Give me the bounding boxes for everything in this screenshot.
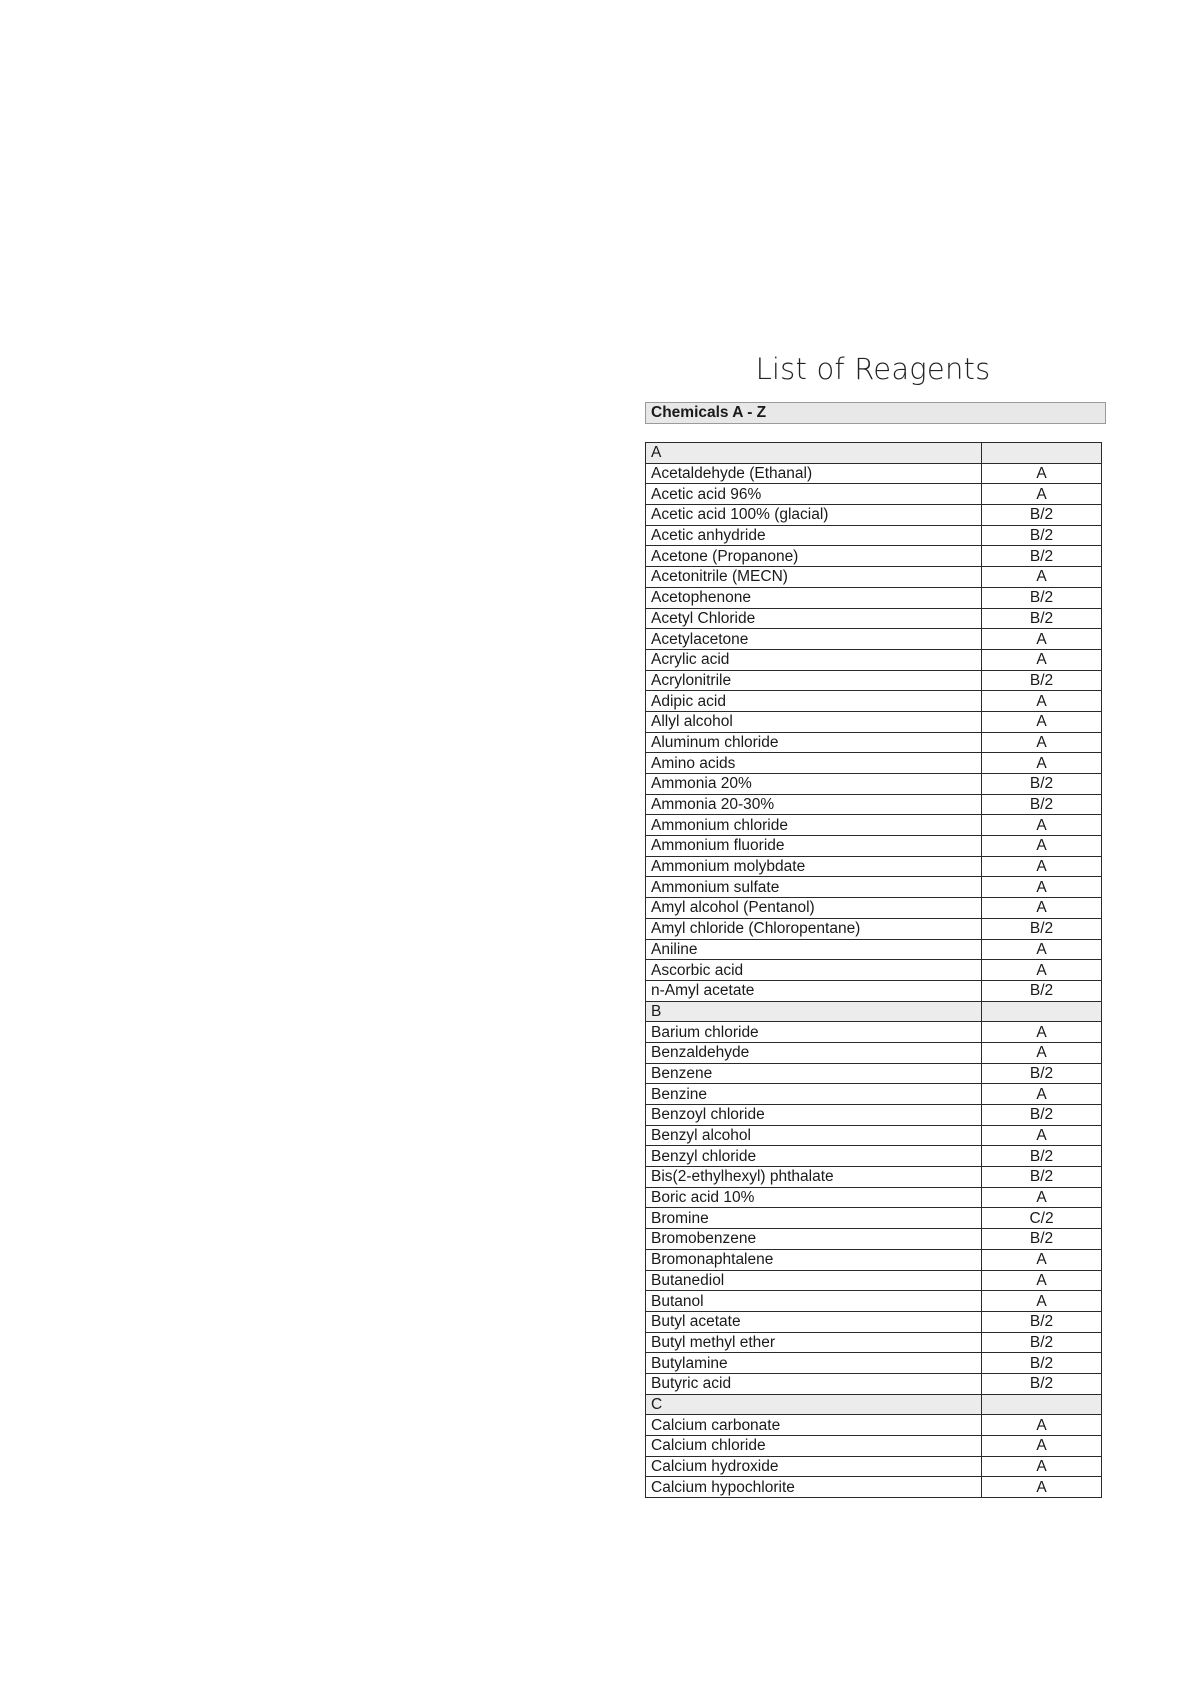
table-row bbox=[646, 898, 1102, 919]
resistance-rating: A bbox=[982, 960, 1102, 981]
table-row bbox=[646, 877, 1102, 898]
resistance-rating: A bbox=[982, 815, 1102, 836]
reagent-table bbox=[645, 442, 1102, 1498]
chemical-name: Calcium hydroxide bbox=[646, 1456, 982, 1477]
table-row bbox=[646, 1270, 1102, 1291]
table-row bbox=[646, 1436, 1102, 1457]
chemical-name: Acetyl Chloride bbox=[646, 608, 982, 629]
resistance-rating: A bbox=[982, 567, 1102, 588]
chemical-name: Ammonia 20-30% bbox=[646, 794, 982, 815]
chemical-name: Benzyl chloride bbox=[646, 1146, 982, 1167]
resistance-rating: A bbox=[982, 1436, 1102, 1457]
chemical-name: Benzaldehyde bbox=[646, 1042, 982, 1063]
group-letter: B bbox=[646, 1001, 982, 1022]
chemical-name: Butyl methyl ether bbox=[646, 1332, 982, 1353]
chemical-name: Acetone (Propanone) bbox=[646, 546, 982, 567]
chemical-name: Acetic anhydride bbox=[646, 525, 982, 546]
table-row bbox=[646, 484, 1102, 505]
resistance-rating: B/2 bbox=[982, 918, 1102, 939]
chemical-name: Barium chloride bbox=[646, 1022, 982, 1043]
resistance-rating: B/2 bbox=[982, 1105, 1102, 1126]
table-row bbox=[646, 1291, 1102, 1312]
resistance-rating: A bbox=[982, 1084, 1102, 1105]
chemical-name: Ammonium chloride bbox=[646, 815, 982, 836]
chemical-name: Aluminum chloride bbox=[646, 732, 982, 753]
chemical-name: Benzene bbox=[646, 1063, 982, 1084]
chemical-name: Amyl alcohol (Pentanol) bbox=[646, 898, 982, 919]
chemical-name: Acetic acid 100% (glacial) bbox=[646, 505, 982, 526]
table-row bbox=[646, 1415, 1102, 1436]
resistance-rating: A bbox=[982, 753, 1102, 774]
chemical-name: Ascorbic acid bbox=[646, 960, 982, 981]
chemical-name: Aniline bbox=[646, 939, 982, 960]
table-row bbox=[646, 711, 1102, 732]
table-row bbox=[646, 1022, 1102, 1043]
chemical-name: Benzoyl chloride bbox=[646, 1105, 982, 1126]
resistance-rating bbox=[982, 443, 1102, 464]
letter-group-row bbox=[646, 1001, 1102, 1022]
table-row bbox=[646, 1311, 1102, 1332]
chemical-name: Boric acid 10% bbox=[646, 1187, 982, 1208]
chemical-name: Acrylonitrile bbox=[646, 670, 982, 691]
table-row bbox=[646, 980, 1102, 1001]
letter-group-row bbox=[646, 443, 1102, 464]
resistance-rating: A bbox=[982, 1187, 1102, 1208]
section-header: Chemicals A - Z bbox=[645, 402, 1106, 424]
chemical-name: Acrylic acid bbox=[646, 649, 982, 670]
resistance-rating: A bbox=[982, 649, 1102, 670]
resistance-rating: A bbox=[982, 1291, 1102, 1312]
table-row bbox=[646, 815, 1102, 836]
chemical-name: Butylamine bbox=[646, 1353, 982, 1374]
chemical-name: Acetaldehyde (Ethanal) bbox=[646, 463, 982, 484]
resistance-rating: A bbox=[982, 732, 1102, 753]
resistance-rating: B/2 bbox=[982, 1146, 1102, 1167]
chemical-name: Allyl alcohol bbox=[646, 711, 982, 732]
resistance-rating: B/2 bbox=[982, 587, 1102, 608]
chemical-name: Bromine bbox=[646, 1208, 982, 1229]
resistance-rating: A bbox=[982, 691, 1102, 712]
resistance-rating: A bbox=[982, 1456, 1102, 1477]
resistance-rating: A bbox=[982, 939, 1102, 960]
table-row bbox=[646, 525, 1102, 546]
resistance-rating: B/2 bbox=[982, 980, 1102, 1001]
table-row bbox=[646, 1167, 1102, 1188]
table-row bbox=[646, 1229, 1102, 1250]
resistance-rating: A bbox=[982, 484, 1102, 505]
resistance-rating: B/2 bbox=[982, 1063, 1102, 1084]
table-row bbox=[646, 918, 1102, 939]
table-row bbox=[646, 629, 1102, 650]
reagent-table-body bbox=[646, 443, 1102, 1498]
chemical-name: Benzine bbox=[646, 1084, 982, 1105]
resistance-rating: A bbox=[982, 1042, 1102, 1063]
chemical-name: n-Amyl acetate bbox=[646, 980, 982, 1001]
resistance-rating: B/2 bbox=[982, 1353, 1102, 1374]
resistance-rating: A bbox=[982, 463, 1102, 484]
chemical-name: Calcium carbonate bbox=[646, 1415, 982, 1436]
resistance-rating bbox=[982, 1394, 1102, 1415]
chemical-name: Ammonia 20% bbox=[646, 774, 982, 795]
table-row bbox=[646, 691, 1102, 712]
table-row bbox=[646, 1187, 1102, 1208]
table-row bbox=[646, 960, 1102, 981]
resistance-rating: A bbox=[982, 629, 1102, 650]
table-row bbox=[646, 774, 1102, 795]
table-row bbox=[646, 1353, 1102, 1374]
resistance-rating: B/2 bbox=[982, 670, 1102, 691]
resistance-rating: A bbox=[982, 898, 1102, 919]
chemical-name: Butyric acid bbox=[646, 1373, 982, 1394]
chemical-name: Adipic acid bbox=[646, 691, 982, 712]
table-row bbox=[646, 1477, 1102, 1498]
resistance-rating: A bbox=[982, 1415, 1102, 1436]
chemical-name: Calcium hypochlorite bbox=[646, 1477, 982, 1498]
chemical-name: Acetylacetone bbox=[646, 629, 982, 650]
table-row bbox=[646, 1456, 1102, 1477]
page-title: List of Reagents bbox=[755, 352, 991, 386]
table-row bbox=[646, 1084, 1102, 1105]
chemical-name: Amino acids bbox=[646, 753, 982, 774]
table-row bbox=[646, 546, 1102, 567]
table-row bbox=[646, 505, 1102, 526]
chemical-name: Ammonium molybdate bbox=[646, 856, 982, 877]
chemical-name: Calcium chloride bbox=[646, 1436, 982, 1457]
resistance-rating: B/2 bbox=[982, 608, 1102, 629]
chemical-name: Acetonitrile (MECN) bbox=[646, 567, 982, 588]
chemical-name: Benzyl alcohol bbox=[646, 1125, 982, 1146]
table-row bbox=[646, 1063, 1102, 1084]
table-row bbox=[646, 1373, 1102, 1394]
resistance-rating: A bbox=[982, 1249, 1102, 1270]
resistance-rating: C/2 bbox=[982, 1208, 1102, 1229]
table-row bbox=[646, 1146, 1102, 1167]
resistance-rating bbox=[982, 1001, 1102, 1022]
table-row bbox=[646, 856, 1102, 877]
chemical-name: Amyl chloride (Chloropentane) bbox=[646, 918, 982, 939]
resistance-rating: A bbox=[982, 1477, 1102, 1498]
resistance-rating: B/2 bbox=[982, 525, 1102, 546]
table-row bbox=[646, 670, 1102, 691]
group-letter: C bbox=[646, 1394, 982, 1415]
table-row bbox=[646, 836, 1102, 857]
chemical-name: Butanol bbox=[646, 1291, 982, 1312]
chemical-name: Bis(2-ethylhexyl) phthalate bbox=[646, 1167, 982, 1188]
resistance-rating: B/2 bbox=[982, 505, 1102, 526]
resistance-rating: A bbox=[982, 1270, 1102, 1291]
resistance-rating: B/2 bbox=[982, 546, 1102, 567]
table-row bbox=[646, 794, 1102, 815]
chemical-name: Ammonium sulfate bbox=[646, 877, 982, 898]
resistance-rating: A bbox=[982, 836, 1102, 857]
table-row bbox=[646, 1105, 1102, 1126]
resistance-rating: B/2 bbox=[982, 1311, 1102, 1332]
chemical-name: Bromobenzene bbox=[646, 1229, 982, 1250]
group-letter: A bbox=[646, 443, 982, 464]
resistance-rating: B/2 bbox=[982, 774, 1102, 795]
table-row bbox=[646, 939, 1102, 960]
table-row bbox=[646, 753, 1102, 774]
resistance-rating: A bbox=[982, 711, 1102, 732]
resistance-rating: B/2 bbox=[982, 1229, 1102, 1250]
table-row bbox=[646, 608, 1102, 629]
resistance-rating: B/2 bbox=[982, 1167, 1102, 1188]
resistance-rating: B/2 bbox=[982, 794, 1102, 815]
table-row bbox=[646, 1208, 1102, 1229]
resistance-rating: B/2 bbox=[982, 1332, 1102, 1353]
table-row bbox=[646, 1332, 1102, 1353]
table-row bbox=[646, 649, 1102, 670]
table-row bbox=[646, 587, 1102, 608]
resistance-rating: A bbox=[982, 877, 1102, 898]
chemical-name: Butyl acetate bbox=[646, 1311, 982, 1332]
table-row bbox=[646, 1042, 1102, 1063]
resistance-rating: B/2 bbox=[982, 1373, 1102, 1394]
table-row bbox=[646, 732, 1102, 753]
resistance-rating: A bbox=[982, 856, 1102, 877]
table-row bbox=[646, 1125, 1102, 1146]
table-row bbox=[646, 567, 1102, 588]
table-row bbox=[646, 1249, 1102, 1270]
chemical-name: Acetic acid 96% bbox=[646, 484, 982, 505]
resistance-rating: A bbox=[982, 1125, 1102, 1146]
letter-group-row bbox=[646, 1394, 1102, 1415]
chemical-name: Ammonium fluoride bbox=[646, 836, 982, 857]
chemical-name: Butanediol bbox=[646, 1270, 982, 1291]
chemical-name: Bromonaphtalene bbox=[646, 1249, 982, 1270]
resistance-rating: A bbox=[982, 1022, 1102, 1043]
chemical-name: Acetophenone bbox=[646, 587, 982, 608]
table-row bbox=[646, 463, 1102, 484]
